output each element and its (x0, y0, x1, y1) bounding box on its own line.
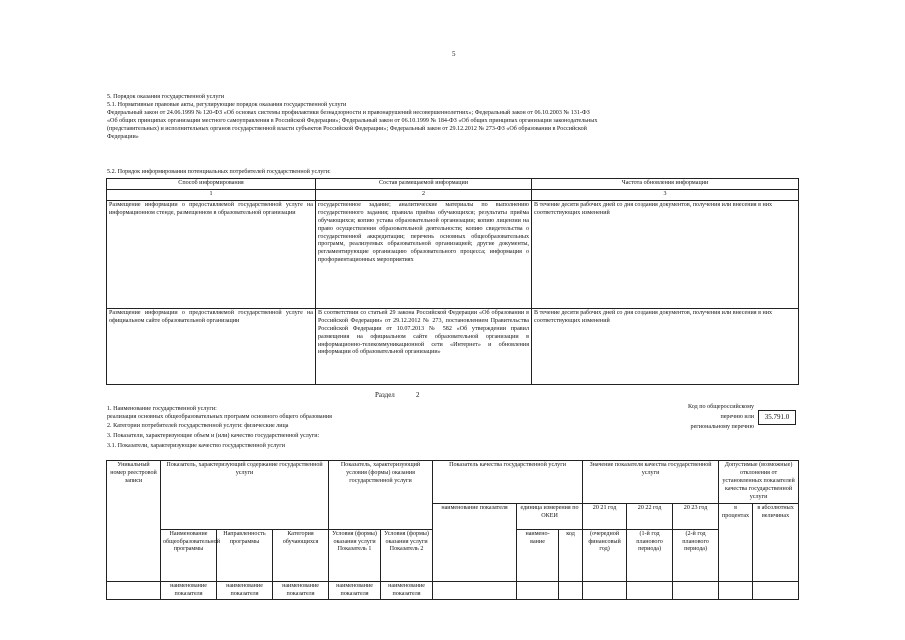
empty-cell (517, 581, 559, 600)
year-1-note: (очередной финансовый год) (583, 529, 627, 581)
info-content-cell: В соответствии со статьей 29 закона Российской Федерации «Об образовании в Российской Федерации» от 29.12.2012 № 273, постановлением Правительства Российской Федерации от 10.07.2013 № 582 «Об утверждении правил размещения на официальном сайте образовательной организации в информационно-телекоммуникационной сети «Интернет» и обновления информации об образовательной организации» (316, 308, 532, 384)
laws-line-3: (представительных) и исполнительных органов государственной власти субъектов Российской Федерации»; Федеральный закон от 29.12.2012 № 273-ФЗ «Об образовании в Российской (107, 126, 587, 132)
page-number: 5 (452, 50, 456, 58)
allowed-header: Допустимые (возможные) отклонения от установленных показателей качества государственной услуги (719, 461, 799, 504)
info-header-freq: Частота обновления информации (532, 179, 799, 190)
service-name-label: 1. Наименование государственной услуги: (107, 406, 217, 412)
code-label-1: Код по общероссийскому (688, 404, 754, 410)
content-sub-2: Направленность программы (217, 529, 273, 581)
year-3-header: 20 23 год (673, 503, 719, 529)
percent-header: в процентах (719, 503, 753, 581)
info-table-header (107, 179, 799, 190)
service-code-box: 35.791.0 (758, 410, 796, 425)
info-num: 3 (532, 189, 799, 200)
values-header: Значение показателя качества государственной услуги (583, 461, 719, 504)
table-row (107, 308, 799, 384)
info-method-cell: Размещение информации о предоставляемой государственной услуге на информационном стенде, размещенном в образовательной организации (107, 200, 316, 308)
cond-sub-2: Условия (формы) оказания услуги Показатель 2 (381, 529, 433, 581)
year-3-note: (2-й год планового периода) (673, 529, 719, 581)
empty-cell (719, 581, 753, 600)
empty-cell (433, 581, 517, 600)
year-2-note: (1-й год планового периода) (627, 529, 673, 581)
quality-header-row (107, 461, 799, 504)
empty-cell (107, 581, 161, 600)
unit-name-header: наимено-вание (517, 529, 559, 581)
content-sub-1: Наименование общеобразовательной программы (161, 529, 217, 581)
quality-table (106, 460, 799, 600)
section-5-1-heading: 5.1. Нормативные правовые акты, регулирующие порядок оказания государственной услуги (107, 102, 347, 108)
info-table (106, 178, 799, 385)
info-table-numbers (107, 189, 799, 200)
bottom-label: наименование показателя (217, 581, 273, 600)
table-row (107, 200, 799, 308)
info-freq-cell: В течение десяти рабочих дней со дня создания документов, получения или внесения в них соответствующих изменений (532, 200, 799, 308)
quality-indicators-heading: 3.1. Показатели, характеризующие качество государственной услуги (107, 443, 285, 449)
empty-cell (673, 581, 719, 600)
bottom-label: наименование показателя (381, 581, 433, 600)
info-method-cell: Размещение информации о предоставляемой государственной услуге на официальном сайте образовательной организации (107, 308, 316, 384)
empty-cell (627, 581, 673, 600)
absolute-header: в абсолютных величинах (753, 503, 799, 581)
consumer-category: 2. Категории потребителей государственной услуги: физические лица (107, 423, 289, 429)
empty-cell (583, 581, 627, 600)
indicator-name-header: наименование показателя (433, 503, 517, 581)
razdel-number: 2 (416, 391, 420, 399)
unit-code-header: код (559, 529, 583, 581)
empty-cell (753, 581, 799, 600)
bottom-label: наименование показателя (161, 581, 217, 600)
razdel-label: Раздел (375, 391, 395, 399)
indicators-heading: 3. Показатели, характеризующие объем и (или) качество государственной услуги: (107, 433, 320, 439)
year-1-header: 20 21 год (583, 503, 627, 529)
quality-header: Показатель качества государственной услуги (433, 461, 583, 504)
info-header-content: Состав размещаемой информации (316, 179, 532, 190)
conditions-header: Показатель, характеризующий условия (формы) оказания государственной услуги (329, 461, 433, 530)
content-sub-3: Категория обучающихся (273, 529, 329, 581)
info-content-cell: государственное задание; аналитические материалы по выполнению государственного задания; правила приёма обучающихся; результаты приёма обучающихся; копию устава образовательной организации; копию лицензии на право осуществления образовательной деятельности; копию свидетельства о государственной аккредитации; перечень основных общеобразовательных программ, реализуемых образовательной организацией; другие документы, регламентирующие организацию образовательного процесса; информация о профориентационных мероприятиях (316, 200, 532, 308)
code-label-3: региональному перечню (690, 424, 754, 430)
cond-sub-1: Условия (формы) оказания услуги Показатель 1 (329, 529, 381, 581)
section-5-heading: 5. Порядок оказания государственной услуги (107, 94, 225, 100)
year-2-header: 20 22 год (627, 503, 673, 529)
unit-header: единица измерения по ОКЕИ (517, 503, 583, 529)
service-name-value: реализация основных общеобразовательных программ основного общего образования (107, 414, 332, 420)
content-header: Показатель, характеризующий содержание государственной услуги (161, 461, 329, 530)
laws-line-2: «Об общих принципах организации местного самоуправления в Российской Федерации»; Федеральный закон от 06.10.1999 № 184-ФЗ «Об общих принципах организации законодательных (107, 118, 598, 124)
regnum-header: Уникальный номер реестровой записи (107, 461, 161, 582)
section-5-2-heading: 5.2. Порядок информирования потенциальных потребителей государственной услуги: (107, 169, 331, 175)
bottom-label: наименование показателя (329, 581, 381, 600)
laws-line-4: Федерации» (107, 134, 139, 140)
laws-line-1: Федеральный закон от 24.06.1999 № 120-ФЗ «Об основах системы профилактики безнадзорности и правонарушений несовершеннолетних»; Федеральный закон от 06.10.2003 № 131-ФЗ (107, 110, 590, 116)
quality-label-row (107, 581, 799, 600)
empty-cell (559, 581, 583, 600)
info-header-method: Способ информирования (107, 179, 316, 190)
bottom-label: наименование показателя (273, 581, 329, 600)
code-label-2: перечню или (720, 414, 754, 420)
info-freq-cell: В течение десяти рабочих дней со дня создания документов, получения или внесения в них соответствующих изменений (532, 308, 799, 384)
info-num: 2 (316, 189, 532, 200)
info-num: 1 (107, 189, 316, 200)
